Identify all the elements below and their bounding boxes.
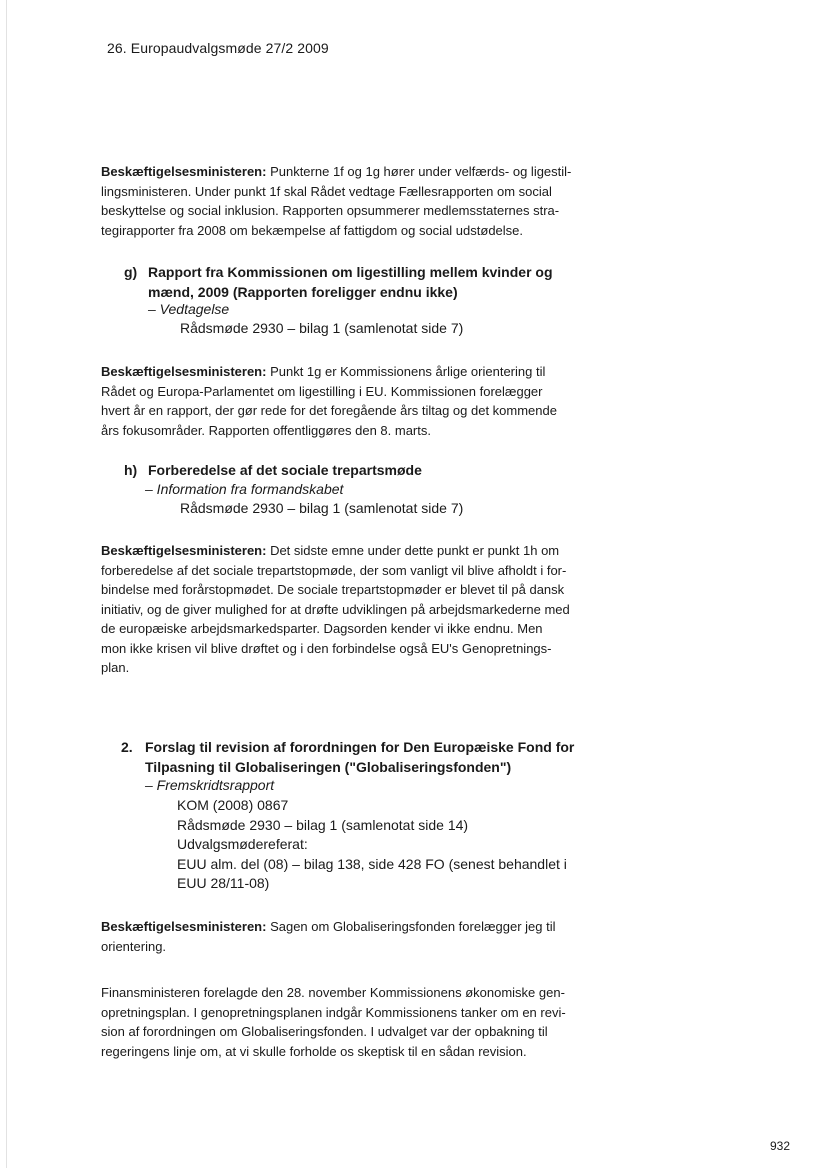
paragraph-line: orientering.: [101, 938, 167, 954]
paragraph-line: Sagen om Globaliseringsfonden forelægger jeg til: [266, 919, 556, 934]
paragraph-line: lingsministeren. Under punkt 1f skal Rådet vedtage Fællesrapporten om social: [101, 183, 552, 199]
item-2-references: [177, 796, 567, 894]
item-title-line-1: Forslag til revision af forordningen for Den Europæiske Fond for: [145, 739, 575, 755]
paragraph-line: Det sidste emne under dette punkt er punkt 1h om: [266, 543, 560, 558]
item-title-line-1: Rapport fra Kommissionen om ligestilling mellem kvinder og: [148, 264, 553, 280]
speaker-label: Beskæftigelsesministeren:: [101, 164, 267, 179]
paragraph-line: sion af forordningen om Globaliseringsfonden. I udvalget var der opbakning til: [101, 1024, 548, 1039]
item-h-status: – Information fra formandskabet: [145, 481, 344, 497]
item-number: h): [124, 462, 138, 478]
paragraph-line: tegirapporter fra 2008 om bekæmpelse af fattigdom og social udstødelse.: [101, 222, 524, 238]
item-title: Forberedelse af det sociale trepartsmøde: [148, 462, 422, 478]
reference-line: EUU 28/11-08): [177, 875, 270, 891]
item-number: 2.: [121, 739, 133, 755]
paragraph-3: [101, 541, 570, 678]
paragraph-line: Punkt 1g er Kommissionens årlige orientering til: [266, 364, 546, 379]
paragraph-line: beskyttelse og social inklusion. Rapporten opsummerer medlemsstaternes stra-: [101, 203, 560, 218]
paragraph-line: bindelse med forårstopmødet. De sociale trepartstopmøder er blevet til på dansk: [101, 582, 565, 597]
speaker-label: Beskæftigelsesministeren:: [101, 543, 267, 558]
paragraph-line: initiativ, og de giver mulighed for at drøfte udviklingen på arbejdsmarkederne med: [101, 601, 570, 617]
reference-line: Udvalgsmødereferat:: [177, 836, 308, 852]
paragraph-line: Finansministeren forelagde den 28. november Kommissionens økonomiske gen-: [101, 985, 565, 1000]
paragraph-line: Rådet og Europa-Parlamentet om ligestilling i EU. Kommissionen forelægger: [101, 383, 543, 399]
item-2-status: – Fremskridtsrapport: [145, 777, 275, 793]
scan-edge: [6, 0, 7, 1168]
paragraph-line: års fokusområder. Rapporten offentliggøres den 8. marts.: [101, 422, 431, 438]
paragraph-line: de europæiske arbejdsmarkedsparter. Dagsorden kender vi ikke endnu. Men: [101, 621, 543, 636]
page-number: 932: [770, 1139, 791, 1153]
speaker-label: Beskæftigelsesministeren:: [101, 364, 267, 379]
paragraph-line: regeringens linje om, at vi skulle forholde os skeptisk til en sådan revision.: [101, 1043, 527, 1059]
item-title-line-2: mænd, 2009 (Rapporten foreligger endnu ikke): [148, 284, 458, 300]
item-title-line-2: Tilpasning til Globaliseringen ("Globaliseringsfonden"): [145, 759, 512, 775]
paragraph-line: forberedelse af det sociale trepartstopmøde, der som vanligt vil blive afholdt i for-: [101, 562, 567, 578]
item-g-status: – Vedtagelse: [148, 301, 230, 317]
item-number: g): [124, 264, 138, 280]
paragraph-line: plan.: [101, 660, 130, 675]
paragraph-line: mon ikke krisen vil blive drøftet og i den forbindelse også EU's Genopretnings-: [101, 640, 552, 656]
reference-line: Rådsmøde 2930 – bilag 1 (samlenotat side 14): [177, 816, 469, 833]
item-g-reference: Rådsmøde 2930 – bilag 1 (samlenotat side 7): [180, 320, 464, 336]
speaker-label: Beskæftigelsesministeren:: [101, 919, 267, 934]
paragraph-line: opretningsplan. I genopretningsplanen indgår Kommissionens tanker om en revi-: [101, 1004, 566, 1020]
paragraph-5: [101, 983, 566, 1061]
page-header: 26. Europaudvalgsmøde 27/2 2009: [107, 40, 329, 56]
paragraph-2: [101, 362, 557, 440]
reference-line: KOM (2008) 0867: [177, 797, 289, 813]
paragraph-1: [101, 162, 571, 240]
paragraph-line: hvert år en rapport, der gør rede for det foregående års tiltag og det kommende: [101, 403, 557, 418]
paragraph-4: [101, 917, 556, 956]
reference-line: EUU alm. del (08) – bilag 138, side 428 FO (senest behandlet i: [177, 855, 567, 872]
paragraph-line: Punkterne 1f og 1g hører under velfærds- og ligestil-: [266, 164, 572, 179]
item-h-reference: Rådsmøde 2930 – bilag 1 (samlenotat side 7): [180, 500, 464, 516]
